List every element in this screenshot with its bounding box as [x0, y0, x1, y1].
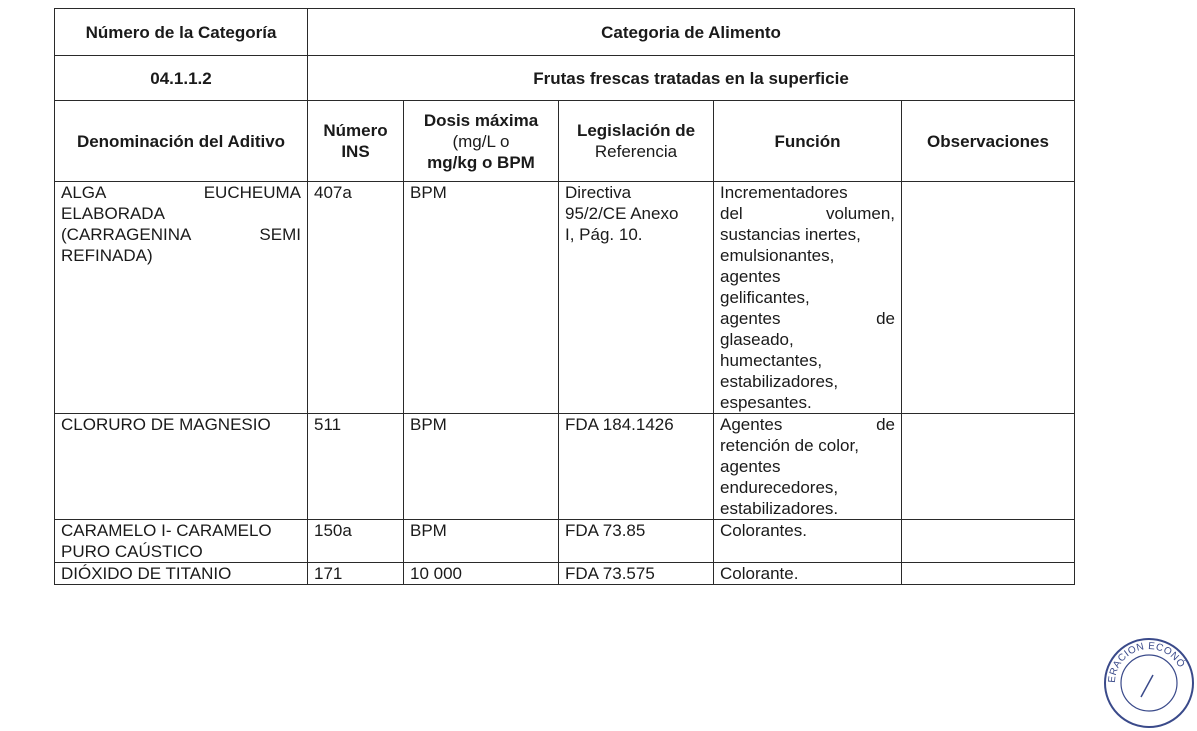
category-name: Frutas frescas tratadas en la superficie: [308, 56, 1075, 101]
function-line: emulsionantes,: [720, 246, 835, 265]
function-line: espesantes.: [720, 393, 812, 412]
observations-cell: [902, 563, 1075, 585]
col-ins-line2: INS: [341, 142, 370, 161]
ins-cell: 511: [308, 414, 404, 520]
col-dose-line1: Dosis máxima: [423, 110, 539, 130]
legislation-line: 95/2/CE Anexo: [565, 204, 679, 223]
legislation-cell: [559, 182, 714, 414]
food-category-label: Categoria de Alimento: [308, 9, 1075, 56]
additive-name-line: PURO CAÚSTICO: [61, 542, 203, 561]
function-line: agentes de: [720, 309, 895, 328]
function-line: retención de color,: [720, 436, 859, 455]
legislation-line: FDA 73.575: [565, 564, 655, 583]
additive-name-cell: [55, 414, 308, 520]
additive-name-line: CARAMELO I- CARAMELO: [61, 521, 272, 540]
legislation-cell: [559, 414, 714, 520]
col-max-dose: [404, 101, 559, 182]
col-function: Función: [714, 101, 902, 182]
table-row: [55, 563, 1075, 585]
function-line: agentes: [720, 267, 781, 286]
dose-cell: BPM: [404, 182, 559, 414]
additive-name-line: ELABORADA: [61, 204, 165, 223]
additive-name-line: DIÓXIDO DE TITANIO: [61, 564, 232, 583]
ins-cell: 407a: [308, 182, 404, 414]
legislation-line: FDA 73.85: [565, 521, 646, 540]
additive-name-cell: [55, 182, 308, 414]
col-legislation-line1: Legislación de: [576, 121, 696, 140]
col-ins-number: [308, 101, 404, 182]
table-row: [55, 520, 1075, 563]
col-observations: Observaciones: [902, 101, 1075, 182]
function-line: sustancias inertes,: [720, 225, 861, 244]
function-line: Agentes de: [720, 415, 895, 434]
function-line: endurecedores,: [720, 478, 839, 497]
function-line: Colorante.: [720, 564, 799, 583]
additive-name-line: REFINADA): [61, 246, 153, 265]
dose-cell: BPM: [404, 414, 559, 520]
function-line: Incrementadores: [720, 183, 848, 202]
additive-name-line: ALGA EUCHEUMA: [61, 183, 301, 202]
function-cell: [714, 520, 902, 563]
function-line: glaseado,: [720, 330, 794, 349]
seal-text: ERACION ECONÓ: [1106, 640, 1187, 684]
category-number-label: Número de la Categoría: [55, 9, 308, 56]
col-legislation-line2: Referencia: [594, 142, 678, 161]
function-cell: [714, 414, 902, 520]
header-row-1: [55, 9, 1075, 56]
function-cell: [714, 182, 902, 414]
function-line: agentes: [720, 457, 781, 476]
function-line: Colorantes.: [720, 521, 807, 540]
dose-cell: BPM: [404, 520, 559, 563]
legislation-line: FDA 184.1426: [565, 415, 674, 434]
header-row-2: [55, 56, 1075, 101]
col-dose-line3: mg/kg o BPM: [427, 152, 535, 172]
observations-cell: [902, 414, 1075, 520]
table-row: [55, 182, 1075, 414]
function-line: estabilizadores,: [720, 372, 839, 391]
legislation-cell: [559, 563, 714, 585]
dose-cell: 10 000: [404, 563, 559, 585]
col-additive-name: Denominación del Aditivo: [55, 101, 308, 182]
additives-table: [54, 8, 1075, 585]
column-header-row: [55, 101, 1075, 182]
function-line: gelificantes,: [720, 288, 810, 307]
ins-cell: 171: [308, 563, 404, 585]
legislation-cell: [559, 520, 714, 563]
additive-name-cell: [55, 520, 308, 563]
table-row: [55, 414, 1075, 520]
official-seal: [1101, 635, 1197, 731]
additive-name-cell: [55, 563, 308, 585]
function-line: del volumen,: [720, 204, 895, 223]
additive-name-line: (CARRAGENINA SEMI: [61, 225, 301, 244]
col-legislation: [559, 101, 714, 182]
function-line: humectantes,: [720, 351, 823, 370]
col-ins-line1: Número: [323, 121, 388, 140]
ins-cell: 150a: [308, 520, 404, 563]
col-dose-line2: (mg/L o: [452, 131, 510, 151]
function-line: estabilizadores.: [720, 499, 839, 518]
category-number: 04.1.1.2: [55, 56, 308, 101]
observations-cell: [902, 182, 1075, 414]
legislation-line: I, Pág. 10.: [565, 225, 643, 244]
legislation-line: Directiva: [565, 183, 632, 202]
function-cell: [714, 563, 902, 585]
additive-name-line: CLORURO DE MAGNESIO: [61, 415, 271, 434]
observations-cell: [902, 520, 1075, 563]
